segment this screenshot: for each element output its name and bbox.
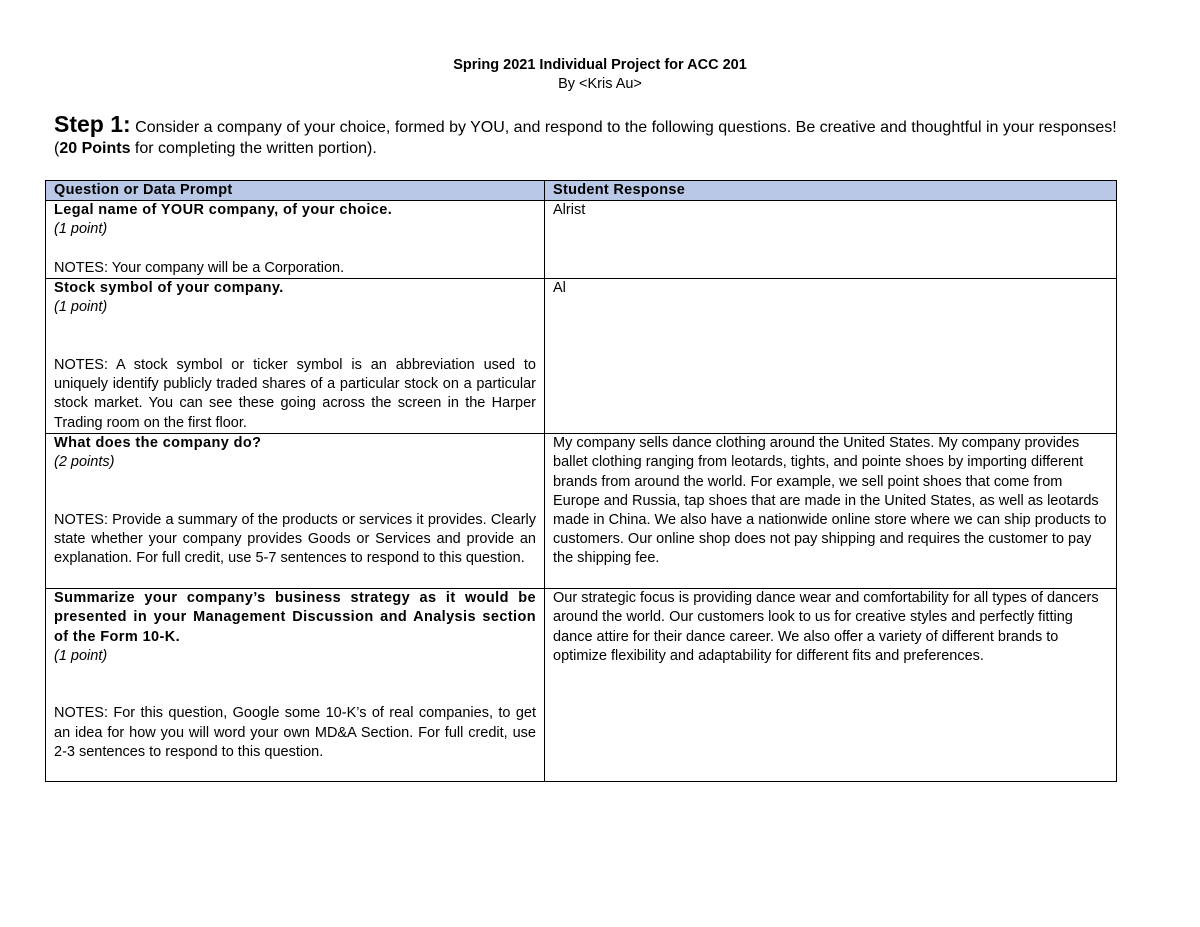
document-title: Spring 2021 Individual Project for ACC 201	[453, 57, 747, 73]
column-header-response: Student Response	[545, 181, 1117, 201]
question-points: (1 point)	[54, 647, 108, 664]
question-cell	[46, 279, 545, 434]
response-cell: Alrist	[545, 201, 1117, 279]
step-text-after-points: for completing the written portion).	[130, 140, 377, 157]
document-byline: By <Kris Au>	[558, 76, 642, 92]
question-title: Legal name of YOUR company, of your choice.	[54, 202, 393, 219]
response-cell: Al	[545, 279, 1117, 434]
question-cell	[46, 589, 545, 782]
question-notes: NOTES: Your company will be a Corporation.	[54, 259, 345, 276]
question-title: What does the company do?	[54, 435, 262, 452]
question-cell	[46, 434, 545, 589]
table-row-stock-symbol	[46, 279, 1117, 434]
question-cell	[46, 201, 545, 279]
question-points: (1 point)	[54, 299, 108, 316]
points-label: 20 Points	[59, 140, 131, 157]
table-row-company-activity	[46, 434, 1117, 589]
question-notes: NOTES: Provide a summary of the products or services it provides. Clearly state whether your company provides Goods or Services and provide an explanation. For full credit, use 5-7 sentences to respond to this question.	[54, 512, 536, 567]
questions-table	[45, 180, 1117, 782]
question-notes: NOTES: For this question, Google some 10-K’s of real companies, to get an idea for how you will word your own MD&A Section. For full credit, use 2-3 sentences to respond to this question.	[54, 705, 536, 760]
table-row-legal-name	[46, 201, 1117, 279]
response-cell: My company sells dance clothing around the United States. My company provides ballet clothing ranging from leotards, tights, and pointe shoes by importing different brands from around the world. For example, we sell point shoes that come from Europe and Russia, tap shoes that are made in the United States, as well as leotards made in China. We also have a nationwide online store where we can ship products to customers. Our online shop does not pay shipping and requires the customer to pay the shipping fee.	[545, 434, 1117, 589]
table-row-business-strategy	[46, 589, 1117, 782]
column-header-question: Question or Data Prompt	[46, 181, 545, 201]
response-cell: Our strategic focus is providing dance wear and comfortability for all types of dancers around the world. Our customers look to us for creative styles and perfectly fitting dance attire for their dance career. We also offer a variety of different brands to optimize flexibility and adaptability for different fits and preferences.	[545, 589, 1117, 782]
question-points: (1 point)	[54, 221, 108, 238]
question-title: Summarize your company’s business strategy as it would be presented in your Management Discussion and Analysis section of the Form 10-K.	[54, 590, 536, 645]
step-label: Step 1:	[54, 111, 131, 137]
question-points: (2 points)	[54, 454, 115, 471]
step-1-instructions	[54, 111, 1144, 159]
question-title: Stock symbol of your company.	[54, 280, 284, 297]
table-header-row	[46, 181, 1117, 201]
step-text-before-points: Consider a company of your choice, formed by YOU, and respond to the following questions. Be creative and thoughtful in your responses! (	[54, 119, 1117, 157]
question-notes: NOTES: A stock symbol or ticker symbol is an abbreviation used to uniquely identify publicly traded shares of a particular stock on a particular stock market. You can see these going across the screen in the Harper Trading room on the first floor.	[54, 357, 536, 431]
